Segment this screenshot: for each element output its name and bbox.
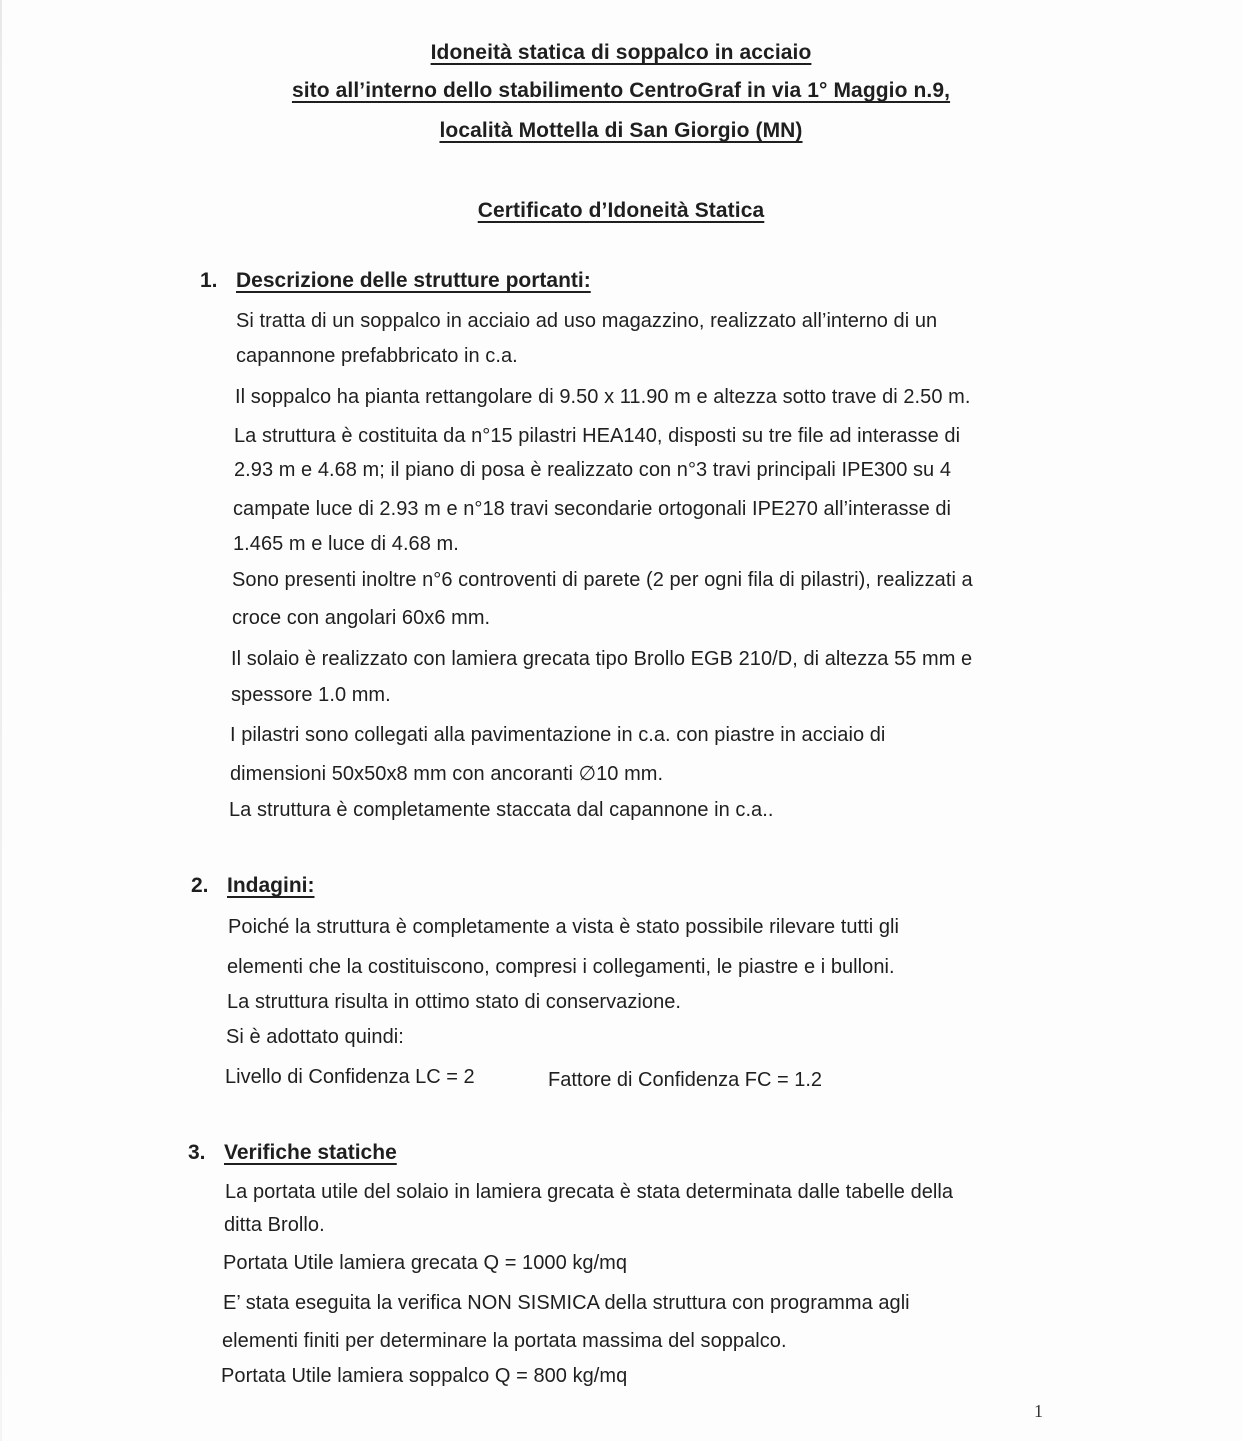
paragraph-line: Si è adottato quindi:: [226, 1026, 404, 1048]
paragraph-line: Il soppalco ha pianta rettangolare di 9.50 x 11.90 m e altezza sotto trave di 2.50 m.: [235, 386, 971, 408]
section-number: 2.: [191, 874, 209, 897]
paragraph-line: elementi che la costituiscono, compresi i collegamenti, le piastre e i bulloni.: [227, 956, 895, 978]
paragraph-line: croce con angolari 60x6 mm.: [232, 607, 491, 629]
paragraph-line: 1.465 m e luce di 4.68 m.: [233, 533, 459, 555]
paragraph-line: I pilastri sono collegati alla pavimentazione in c.a. con piastre in acciaio di: [230, 724, 886, 746]
confidence-factor: Fattore di Confidenza FC = 1.2: [548, 1069, 823, 1091]
section-label: Verifiche statiche: [224, 1141, 397, 1164]
paragraph-line: campate luce di 2.93 m e n°18 travi secondarie ortogonali IPE270 all’interasse di: [233, 498, 952, 520]
confidence-level: Livello di Confidenza LC = 2: [225, 1066, 475, 1088]
paragraph-line: La struttura è completamente staccata dal capannone in c.a..: [229, 799, 774, 821]
paragraph-line: La struttura risulta in ottimo stato di conservazione.: [227, 991, 682, 1013]
section-label: Descrizione delle strutture portanti:: [236, 269, 591, 292]
title-line-2: sito all’interno dello stabilimento CentroGraf in via 1° Maggio n.9,: [291, 79, 951, 102]
section-3-heading: [188, 1141, 397, 1165]
paragraph-line: E’ stata eseguita la verifica NON SISMICA della struttura con programma agli: [223, 1292, 910, 1314]
paragraph-line: dimensioni 50x50x8 mm con ancoranti ∅10 mm.: [230, 763, 664, 785]
paragraph-line: Si tratta di un soppalco in acciaio ad uso magazzino, realizzato all’interno di un: [236, 310, 938, 332]
paragraph-line: ditta Brollo.: [224, 1214, 325, 1236]
document-subtitle: Certificato d’Idoneità Statica: [477, 199, 765, 222]
paragraph-line: capannone prefabbricato in c.a.: [236, 345, 518, 367]
paragraph-line: Portata Utile lamiera grecata Q = 1000 kg/mq: [223, 1252, 628, 1274]
paragraph-line: Il solaio è realizzato con lamiera grecata tipo Brollo EGB 210/D, di altezza 55 mm e: [231, 648, 973, 670]
section-label: Indagini:: [227, 874, 315, 897]
section-2-heading: [191, 874, 315, 898]
paragraph-line: Portata Utile lamiera soppalco Q = 800 kg/mq: [221, 1365, 628, 1387]
paragraph-line: Poiché la struttura è completamente a vista è stato possibile rilevare tutti gli: [228, 916, 899, 938]
page-number: 1: [1034, 1401, 1043, 1421]
paragraph-line: 2.93 m e 4.68 m; il piano di posa è realizzato con n°3 travi principali IPE300 su 4: [234, 459, 951, 481]
paragraph-line: La portata utile del solaio in lamiera grecata è stata determinata dalle tabelle della: [225, 1181, 954, 1203]
paragraph-line: spessore 1.0 mm.: [231, 684, 391, 706]
section-number: 1.: [200, 269, 218, 292]
paragraph-line: Sono presenti inoltre n°6 controventi di parete (2 per ogni fila di pilastri), realizzati a: [232, 569, 973, 591]
section-number: 3.: [188, 1141, 206, 1164]
paragraph-line: La struttura è costituita da n°15 pilastri HEA140, disposti su tre file ad interasse di: [234, 425, 961, 447]
title-line-3: località Mottella di San Giorgio (MN): [439, 119, 803, 142]
section-1-heading: [200, 269, 591, 293]
title-line-1: Idoneità statica di soppalco in acciaio: [430, 41, 812, 64]
paragraph-line: elementi finiti per determinare la portata massima del soppalco.: [222, 1330, 787, 1352]
